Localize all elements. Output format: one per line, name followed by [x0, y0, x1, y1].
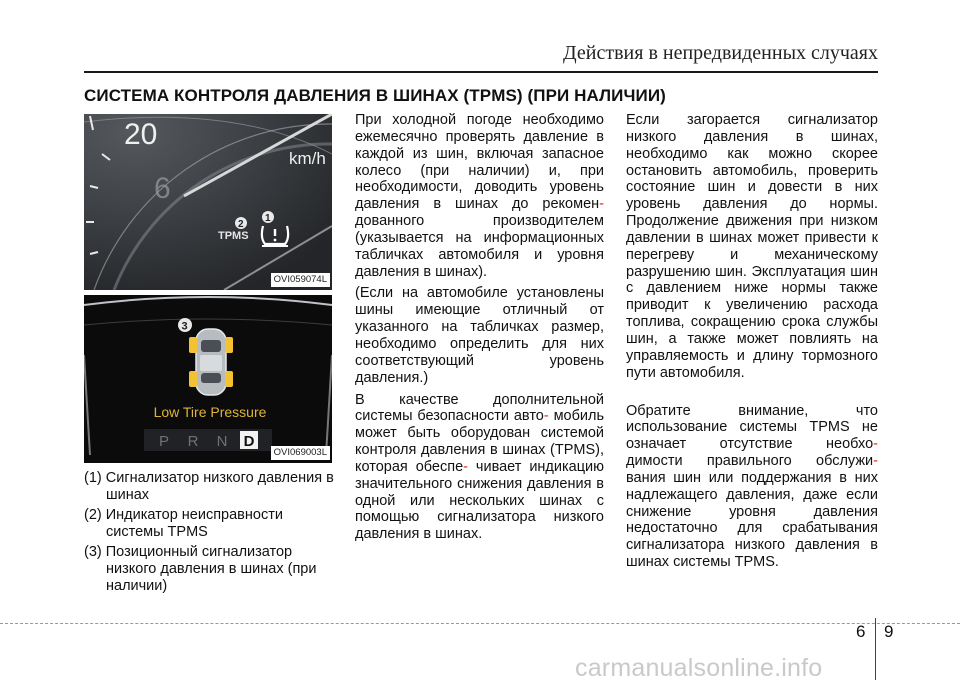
text-run: вания шин или поддержания в них надлежащего давления, даже если снижение уровня давления недостаточно для срабатывания сигнализатора низкого давления в шинах системы TPMS.: [626, 469, 878, 571]
tire-front-right: [225, 337, 233, 353]
callout-3: 3: [181, 320, 188, 333]
hyphen-mark: -: [873, 453, 878, 470]
hyphen-mark: -: [873, 436, 878, 453]
hyphen-mark: -: [543, 408, 549, 425]
text-column-middle: [355, 112, 604, 548]
hyphen-mark: -: [599, 196, 604, 213]
low-tire-pressure-message: Low Tire Pressure: [153, 404, 267, 420]
paragraph: (Если на автомобиле установлены шины имеющие отличный от указанного на табличках размер, необходимо определить для них соответствующий уровень давления.): [355, 285, 604, 386]
header-rule: [84, 71, 878, 73]
paragraph: [355, 392, 604, 544]
paragraph: Если загорается сигнализатор низкого давления в шинах, необходимо как можно скорее остановить автомобиль, проверить состояние шин и довести в них уровень давления до нормы. Продолжение движения при низком давлении в шинах может привести к перегреву и механическому разрушению шин. Эксплуатация шин с давлением ниже нормы также приводит к увеличению расхода топлива, сокращению срока службы шин, а также может повлиять на управляемость и длину тормозного пути автомобиля.: [626, 112, 878, 381]
gear-p: P: [158, 433, 170, 450]
text-run: дованного производителем (указывается на информационных табличках автомобиля и уровня давления в шинах).: [355, 213, 604, 280]
running-header: Действия в непредвиденных случаях: [563, 42, 878, 64]
unit-label: km/h: [289, 149, 326, 168]
tire-front-left: [189, 337, 197, 353]
cluster-illustration: [84, 114, 332, 290]
lcd-figure: [84, 295, 332, 463]
text-column-right: [626, 112, 878, 576]
tire-rear-right: [225, 371, 233, 387]
svg-text:6: 6: [154, 172, 171, 205]
legend-item-3: (3) Позиционный сигнализатор низкого давления в шинах (при наличии): [84, 544, 317, 594]
text-run: мобиль может быть оборудован системой контроля давления в шинах (TPMS), которая обеспе: [355, 408, 605, 475]
tpms-indicator: TPMS: [218, 230, 249, 242]
figure-code: OVI059074L: [271, 273, 330, 287]
hyphen-mark: -: [463, 458, 468, 475]
legend-item-1: (1) Сигнализатор низкого давления в шинах: [84, 470, 334, 503]
tire-rear-left: [189, 371, 197, 387]
text-run: При холодной погоде необходимо ежемесячно проверять давление в каждой из шин, включая запасное колесо (при наличии) и, при необходимости, доводить уровень давления в шинах до рекомен: [355, 112, 604, 213]
footer-rule: [0, 623, 960, 624]
gear-r: R: [187, 433, 199, 450]
legend-item-2: (2) Индикатор неисправности системы TPMS: [84, 507, 283, 540]
paragraph: [626, 403, 878, 571]
figure-legend: [84, 470, 342, 598]
gear-d: D: [243, 433, 255, 450]
text-run: димости правильного обслужи: [626, 453, 874, 470]
watermark: carmanualsonline.info: [575, 654, 823, 682]
paragraph: [355, 112, 604, 280]
section-title: СИСТЕМА КОНТРОЛЯ ДАВЛЕНИЯ В ШИНАХ (TPMS) (ПРИ НАЛИЧИИ): [84, 86, 666, 105]
page-number: 9: [884, 622, 894, 641]
figure-code: OVI069003L: [271, 446, 330, 460]
callout-2: 2: [238, 219, 244, 230]
car-topview-icon: [189, 329, 233, 395]
text-run: В качестве дополнительной системы безопасности авто: [355, 391, 604, 425]
text-run: Обратите внимание, что использование системы TPMS не означает отсутствие необхо: [626, 402, 878, 453]
cluster-figure: [84, 114, 332, 290]
lcd-illustration: [84, 295, 332, 463]
callout-1: 1: [265, 213, 271, 224]
chapter-number: 6: [856, 622, 867, 641]
page-number-divider: [875, 618, 876, 680]
speed-label: 20: [124, 118, 158, 151]
gear-n: N: [216, 433, 228, 450]
text-run: чивает индикацию значительного снижения давления в одной или нескольких шинах с помощью сигнализатора низкого давления в шинах.: [355, 458, 605, 543]
